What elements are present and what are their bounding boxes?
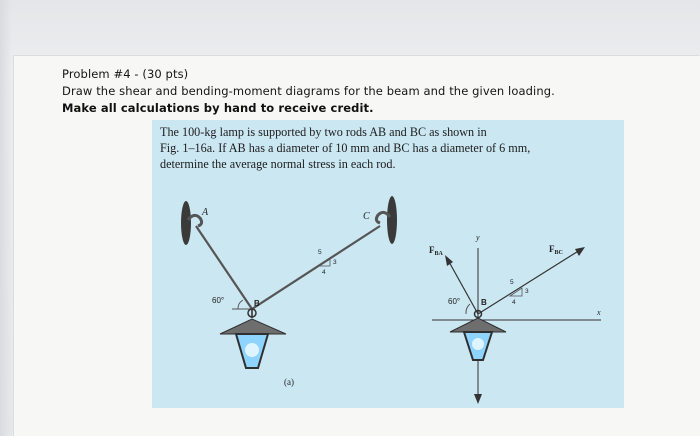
slope-hyp-right: 5 [510, 279, 514, 286]
force-ba-label: $F_{BA}$ [429, 245, 443, 257]
force-ba-arrowhead [445, 255, 453, 266]
wall-mount-a [181, 201, 191, 245]
force-bc-arrowhead [575, 247, 585, 256]
rod-bc [252, 226, 380, 309]
axis-x-label: x [597, 308, 601, 317]
statement-line-1: The 100-kg lamp is supported by two rods AB and BC as shown in [160, 125, 487, 139]
lamp-bulb-right [472, 338, 484, 350]
angle-left-label: 60° [212, 296, 225, 305]
slope-triangle-right [510, 288, 522, 296]
wall-mount-c [387, 196, 397, 244]
axis-y-label: y [476, 233, 480, 242]
photo-background-left [0, 0, 12, 436]
force-bc-arrow [478, 250, 580, 314]
angle-arc-right [466, 304, 470, 314]
problem-title: Problem #4 - (30 pts) [62, 67, 189, 81]
slope-rise-left: 3 [333, 259, 337, 266]
label-c: C [363, 211, 370, 222]
slope-hyp-left: 5 [318, 249, 322, 256]
lamp-shade-left [220, 319, 286, 334]
lamp-bulb-left [245, 343, 259, 357]
slope-run-left: 4 [322, 269, 326, 276]
problem-credit-note: Make all calculations by hand to receive credit. [62, 101, 374, 115]
photo-background-top [0, 0, 700, 58]
textbook-excerpt-panel [152, 120, 624, 408]
statement-line-2: Fig. 1–16a. If AB has a diameter of 10 mm and BC has a diameter of 6 mm, [160, 141, 531, 155]
slope-triangle-left [318, 258, 330, 266]
lamp-figure [152, 120, 624, 408]
label-a: A [202, 207, 209, 218]
angle-right-label: 60° [448, 297, 461, 306]
angle-arc-left [238, 300, 243, 309]
weight-arrowhead [474, 394, 482, 404]
statement-line-3: determine the average normal stress in each rod. [160, 157, 396, 171]
figure-caption: (a) [284, 377, 294, 387]
label-b-left: B [254, 299, 260, 308]
slope-rise-right: 3 [525, 288, 529, 295]
force-bc-label: $F_{BC}$ [549, 244, 563, 256]
problem-instruction: Draw the shear and bending-moment diagrams for the beam and the given loading. [62, 84, 555, 98]
label-b-right: B [481, 298, 487, 307]
slope-run-right: 4 [512, 299, 516, 306]
